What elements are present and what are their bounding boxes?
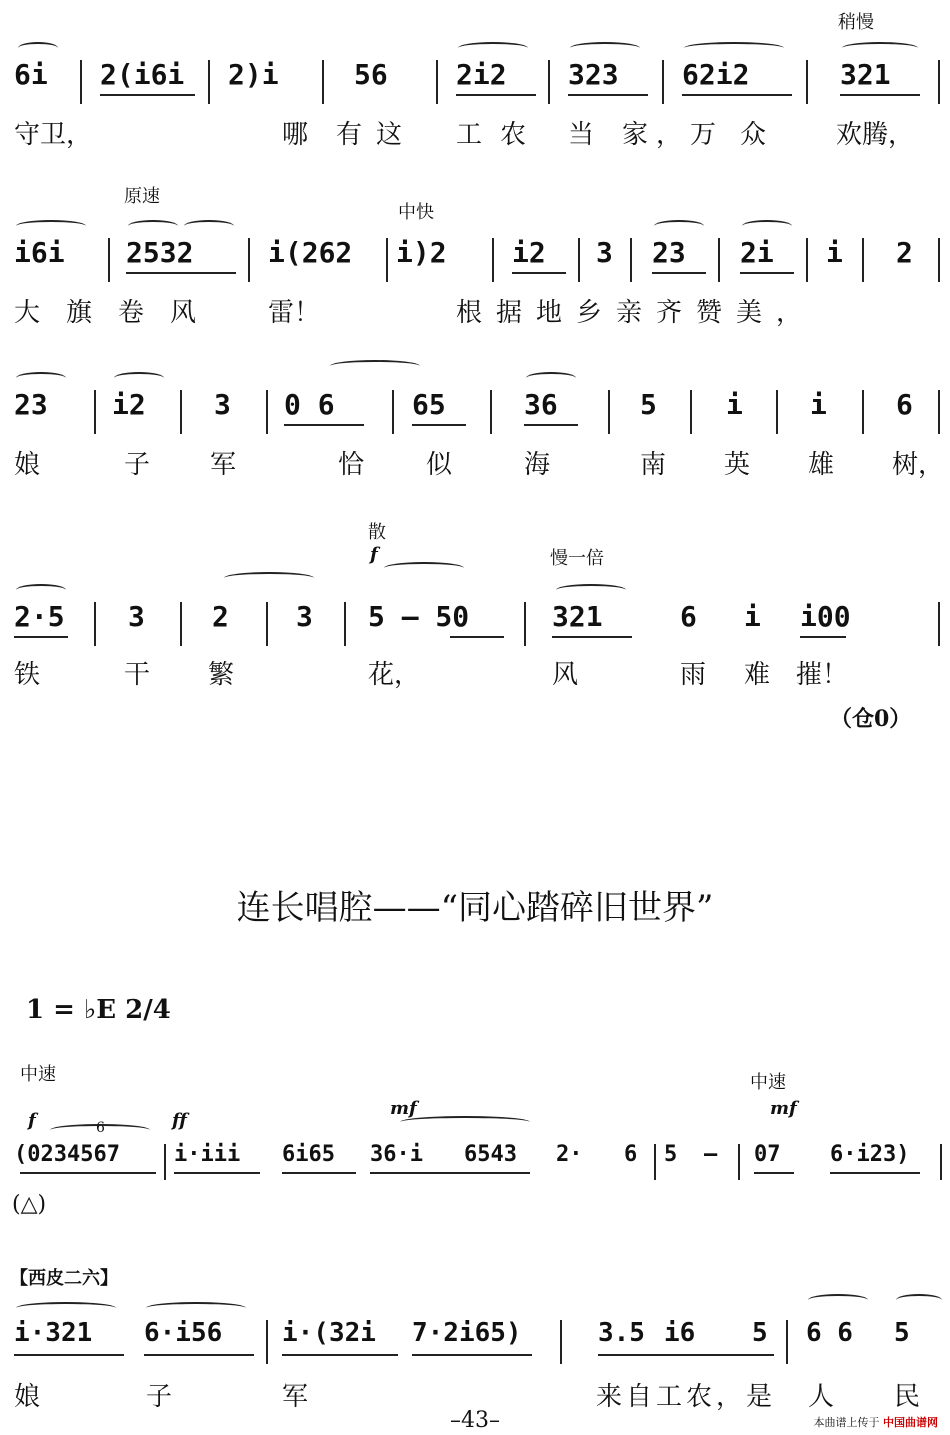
barline [322, 60, 324, 104]
lyric: 家，万 [622, 120, 725, 150]
barline [492, 238, 494, 282]
underline [754, 1170, 794, 1174]
note-group: 5 — 50 [368, 600, 470, 633]
lyric: 雨 [680, 660, 707, 690]
lyric: 雄 [808, 450, 835, 480]
note-group: 6i65 [282, 1142, 335, 1167]
barline [392, 390, 394, 434]
lyric: 似 [426, 450, 453, 480]
underline [800, 634, 846, 638]
barline [266, 1320, 268, 1364]
note-group: 36 [524, 388, 558, 421]
barline [436, 60, 438, 104]
lyric: 民 [894, 1382, 921, 1412]
lyric: 欢腾， [836, 120, 915, 150]
underline [456, 92, 536, 96]
barline [180, 602, 182, 646]
slur [842, 42, 918, 54]
percussion-note: (△) [12, 1192, 47, 1217]
note-group: 2i [740, 236, 774, 269]
lyric: 铁 [14, 660, 41, 690]
barline [94, 602, 96, 646]
barline [266, 390, 268, 434]
banqiang-label: 【西皮二六】 [10, 1268, 118, 1289]
underline [370, 1170, 530, 1174]
note-group: 6i [14, 58, 48, 91]
underline [126, 270, 236, 274]
tempo-marking: 中快 [398, 202, 434, 223]
note-group: 3 [214, 388, 231, 421]
slur [570, 42, 640, 54]
note-group: — [704, 1142, 718, 1167]
underline [100, 92, 195, 96]
barline [80, 60, 82, 104]
slur [224, 572, 314, 584]
barline [266, 602, 268, 646]
lyric: 繁 [208, 660, 235, 690]
slur [384, 562, 464, 574]
footer-prefix: 本曲谱上传于 [813, 1416, 880, 1429]
lyric: 干 [124, 660, 151, 690]
barline [608, 390, 610, 434]
lyric: 众 [740, 120, 767, 150]
barline [94, 390, 96, 434]
note-group: 3 [296, 600, 313, 633]
note-group: (0234567 [14, 1142, 120, 1167]
barline [862, 390, 864, 434]
lyric: 根据地乡亲齐赞美， [456, 298, 817, 328]
lyric: 子 [124, 450, 151, 480]
note-group: i(262 [268, 236, 353, 269]
underline [682, 92, 792, 96]
barline [180, 390, 182, 434]
lyric: 娘 [14, 450, 41, 480]
lyric: 当 [568, 120, 595, 150]
barline [938, 60, 940, 104]
barline [578, 238, 580, 282]
footer-site[interactable]: 中国曲谱网 [883, 1416, 938, 1429]
lyric: 难 [744, 660, 771, 690]
note-group: 36·i [370, 1142, 423, 1167]
note-group: 56 [354, 58, 388, 91]
note-group: 5 [894, 1318, 910, 1348]
barline [776, 390, 778, 434]
note-group: i [826, 236, 843, 269]
tempo-marking: 原速 [124, 186, 160, 207]
underline [512, 270, 566, 274]
lyric: 风 [552, 660, 579, 690]
barline [938, 238, 940, 282]
tempo-marking: 散 [368, 522, 386, 543]
slur [556, 584, 626, 596]
underline [552, 634, 632, 638]
underline [652, 270, 706, 274]
note-group: 2·5 [14, 600, 65, 633]
lyric: 守卫， [14, 120, 93, 150]
lyric: 海 [524, 450, 551, 480]
note-group: i·iii [174, 1142, 241, 1167]
note-group: 2532 [126, 236, 194, 269]
note-group: i [810, 388, 827, 421]
barline [630, 238, 632, 282]
lyric: 英 [724, 450, 751, 480]
lyric: 工农 [456, 120, 545, 150]
dynamic-marking: mf [770, 1098, 797, 1119]
dynamic-marking: f [370, 544, 378, 565]
barline [108, 238, 110, 282]
note-group: 62i2 [682, 58, 750, 91]
underline [144, 1352, 254, 1356]
barline [738, 1144, 740, 1180]
barline [940, 1144, 942, 1180]
tempo-marking: 慢一倍 [550, 548, 604, 569]
dynamic-marking: ff [172, 1110, 187, 1131]
note-group: 07 [754, 1142, 781, 1167]
barline [164, 1144, 166, 1180]
barline [548, 60, 550, 104]
slur [146, 1302, 246, 1314]
lyric: 恰 [338, 450, 365, 480]
slur [526, 372, 576, 384]
note-group: 2· [556, 1142, 583, 1167]
underline [568, 92, 648, 96]
note-group: 23 [652, 236, 686, 269]
section-title: 连长唱腔——“同心踏碎旧世界” [236, 888, 714, 928]
tempo-marking: 中速 [750, 1072, 786, 1093]
lyric: 花， [368, 660, 421, 690]
barline [524, 602, 526, 646]
barline [208, 60, 210, 104]
note-group: 6 [680, 600, 697, 633]
underline [740, 270, 794, 274]
underline [14, 634, 68, 638]
note-group: 3.5 [598, 1318, 645, 1348]
underline [282, 1352, 398, 1356]
barline [938, 602, 940, 646]
note-group: 23 [14, 388, 48, 421]
lyric: 哪 [282, 120, 309, 150]
note-group: 6543 [464, 1142, 517, 1167]
note-group: 3 [128, 600, 145, 633]
slur [128, 220, 178, 232]
slur [16, 584, 66, 596]
note-group: i00 [800, 600, 851, 633]
slur [458, 42, 528, 54]
barline [490, 390, 492, 434]
slur [684, 42, 784, 54]
underline [598, 1352, 774, 1356]
barline [560, 1320, 562, 1364]
note-group: 321 [840, 58, 891, 91]
note-group: i·(32i [282, 1318, 376, 1348]
slur [400, 1116, 530, 1128]
note-group: 65 [412, 388, 446, 421]
note-group: 6 [896, 388, 913, 421]
lyric: 人 [808, 1382, 835, 1412]
slur [16, 372, 66, 384]
slur [16, 220, 86, 232]
slur [114, 372, 164, 384]
note-group: 0 6 [284, 388, 335, 421]
lyric: 有这 [336, 120, 417, 150]
slur [654, 220, 704, 232]
note-group: 321 [552, 600, 603, 633]
note-group: 2)i [228, 58, 279, 91]
note-group: 6·i23) [830, 1142, 910, 1167]
slur [742, 220, 792, 232]
key-signature: 1 = ♭E 2/4 [26, 995, 171, 1025]
lyric: 娘 [14, 1382, 41, 1412]
underline [450, 634, 504, 638]
lyric: 大旗卷风 [14, 298, 223, 328]
lyric: 军 [210, 450, 237, 480]
slur [184, 220, 234, 232]
barline [386, 238, 388, 282]
note-group: 5 [640, 388, 657, 421]
underline [20, 1170, 156, 1174]
barline [248, 238, 250, 282]
slur [18, 42, 58, 54]
note-group: i2 [112, 388, 146, 421]
lyric: 雷！ [268, 298, 321, 328]
note-group: i [726, 388, 743, 421]
tempo-marking: 中速 [20, 1064, 56, 1085]
barline [662, 60, 664, 104]
lyric: 南 [640, 450, 667, 480]
note-group: 6·i56 [144, 1318, 223, 1348]
lyric: 军 [282, 1382, 309, 1412]
note-group: 2 [896, 236, 913, 269]
underline [174, 1170, 260, 1174]
tuplet-number: 6 [96, 1120, 105, 1136]
note-group: i)2 [396, 236, 447, 269]
underline [282, 1170, 356, 1174]
note-group: 323 [568, 58, 619, 91]
barline [718, 238, 720, 282]
lyric: 摧！ [796, 660, 849, 690]
barline [806, 238, 808, 282]
underline [524, 422, 578, 426]
underline [830, 1170, 920, 1174]
tempo-marking: 稍慢 [838, 12, 874, 33]
note-group: 2 [212, 600, 229, 633]
note-group: i6i [14, 236, 65, 269]
note-group: i6 [664, 1318, 696, 1348]
notes-line [0, 388, 950, 428]
note-group: 5 [752, 1318, 768, 1348]
note-group: i [744, 600, 761, 633]
barline [786, 1320, 788, 1364]
note-group: 6 [624, 1142, 638, 1167]
barline [862, 238, 864, 282]
note-group: 5 [664, 1142, 678, 1167]
note-group: 6 6 [806, 1318, 853, 1348]
barline [654, 1144, 656, 1180]
note-group: 2i2 [456, 58, 507, 91]
slur [16, 1302, 116, 1314]
underline [412, 1352, 532, 1356]
lyric: 子 [146, 1382, 173, 1412]
lyric: 树， [892, 450, 945, 480]
note-group: 3 [596, 236, 613, 269]
slur [808, 1294, 868, 1306]
note-group: 7·2i65) [412, 1318, 522, 1348]
dynamic-marking: f [28, 1110, 36, 1131]
barline [938, 390, 940, 434]
footer-credit [814, 1414, 939, 1430]
notes-line [0, 1142, 950, 1182]
underline [412, 422, 466, 426]
underline [14, 1352, 124, 1356]
slur [330, 360, 420, 372]
note-group: 2(i6i [100, 58, 185, 91]
barline [690, 390, 692, 434]
barline [806, 60, 808, 104]
page-number: –43– [450, 1408, 500, 1433]
underline [840, 92, 920, 96]
dynamic-marking: mf [390, 1098, 417, 1119]
slur [896, 1294, 942, 1306]
slur [50, 1124, 150, 1136]
lyric: 来自工农，是 [596, 1382, 777, 1412]
percussion-note: （仓0） [830, 706, 912, 732]
note-group: i·321 [14, 1318, 93, 1348]
note-group: i2 [512, 236, 546, 269]
barline [344, 602, 346, 646]
underline [284, 422, 364, 426]
